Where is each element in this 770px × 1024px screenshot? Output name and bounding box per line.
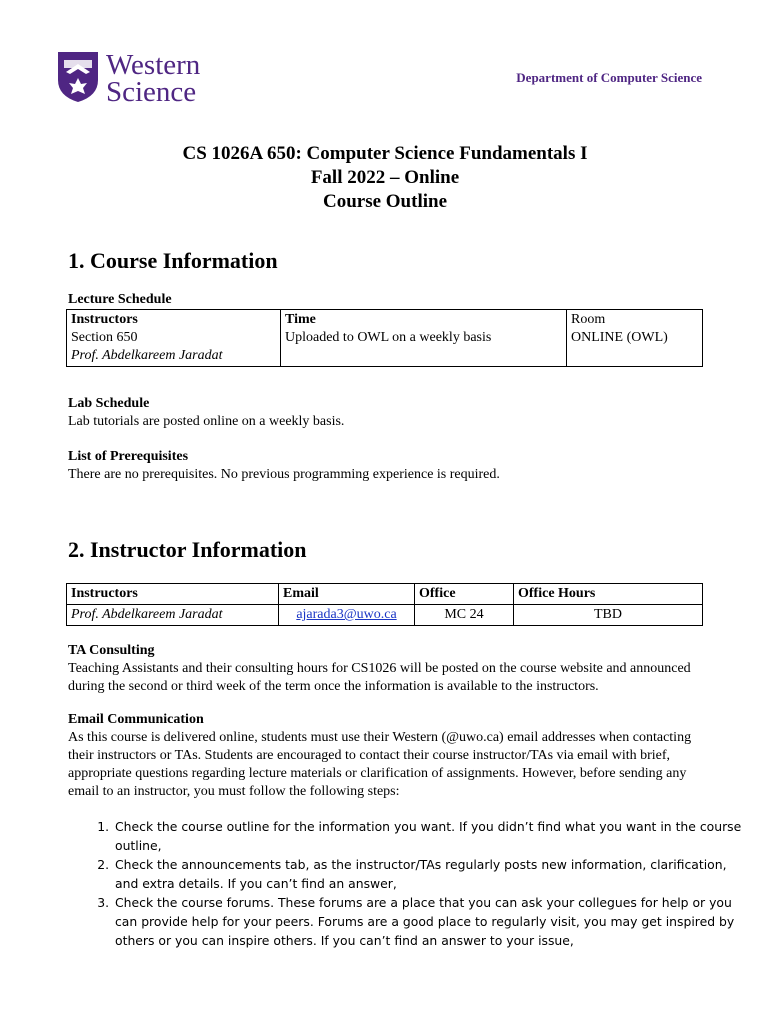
- table-row: [67, 310, 703, 367]
- section-heading-course-information: 1. Course Information: [68, 248, 278, 273]
- ta-consulting-label: TA Consulting: [68, 643, 155, 658]
- table-row: [67, 605, 703, 626]
- prerequisites-label: List of Prerequisites: [68, 449, 189, 464]
- header-office: Office: [415, 584, 514, 605]
- table-row: [67, 584, 703, 605]
- document-title: [0, 142, 770, 214]
- lecture-room: ONLINE (OWL): [571, 330, 668, 345]
- instructor-name: Prof. Abdelkareem Jaradat: [67, 605, 279, 626]
- term-title: Fall 2022 – Online: [310, 167, 460, 188]
- course-title: CS 1026A 650: Computer Science Fundamentals I: [182, 143, 588, 164]
- header-email: Email: [279, 584, 415, 605]
- professor-name: Prof. Abdelkareem Jaradat: [71, 348, 223, 363]
- table-cell: [281, 310, 567, 367]
- section-number: Section 650: [71, 330, 138, 345]
- instructor-table: [66, 583, 703, 626]
- office-cell: MC 24: [415, 605, 514, 626]
- header-time: Time: [285, 312, 316, 327]
- lab-schedule-label: Lab Schedule: [68, 396, 150, 411]
- header-instructors: Instructors: [67, 584, 279, 605]
- list-item: 3. Check the course forums. These forums are a place that you can ask your collegues for help or you can provide help for your peers. Forums are a good place to regularly visit, you may get inspired by others or you can inspire others. If you can’t find an answer to your issue,: [113, 893, 753, 950]
- header-office-hours: Office Hours: [514, 584, 703, 605]
- section-heading-instructor-information: 2. Instructor Information: [68, 537, 307, 562]
- email-steps-list: [68, 817, 753, 950]
- list-item: 1. Check the course outline for the information you want. If you didn’t find what you want in the course outline,: [113, 817, 753, 855]
- lab-schedule-text: Lab tutorials are posted online on a weekly basis.: [68, 414, 345, 429]
- email-communication-text: As this course is delivered online, students must use their Western (@uwo.ca) email addresses when contacting their instructors or TAs. Students are encouraged to contact their course instructor/TAs via email with brief, appropriate questions regarding lecture materials or clarification of assignments. However, before sending any email to an instructor, you must follow the following steps:: [68, 730, 692, 799]
- email-communication-label: Email Communication: [68, 712, 204, 727]
- instructor-email-link[interactable]: ajarada3@uwo.ca: [296, 607, 397, 622]
- lecture-schedule-table: [66, 309, 703, 367]
- header-instructors: Instructors: [71, 312, 138, 327]
- prerequisites-text: There are no prerequisites. No previous programming experience is required.: [68, 467, 500, 482]
- ta-consulting-text: Teaching Assistants and their consulting hours for CS1026 will be posted on the course website and announced during the second or third week of the term once the information is available to the instructors.: [68, 661, 691, 694]
- lecture-time: Uploaded to OWL on a weekly basis: [285, 330, 492, 345]
- header-room: Room: [571, 312, 606, 327]
- email-cell: [279, 605, 415, 626]
- office-hours-cell: TBD: [514, 605, 703, 626]
- list-item: 2. Check the announcements tab, as the instructor/TAs regularly posts new information, clarification, and extra details. If you can’t find an answer,: [113, 855, 753, 893]
- western-science-logo: [56, 50, 226, 110]
- table-header-cell: [67, 310, 281, 367]
- logo-word-science: Science: [106, 76, 197, 108]
- lecture-schedule-label: Lecture Schedule: [68, 292, 172, 307]
- outline-title: Course Outline: [322, 191, 448, 212]
- logo-word-western: Western: [106, 49, 201, 81]
- department-name: Department of Computer Science: [516, 70, 702, 85]
- western-crest-icon: [56, 50, 100, 104]
- table-cell: [567, 310, 703, 367]
